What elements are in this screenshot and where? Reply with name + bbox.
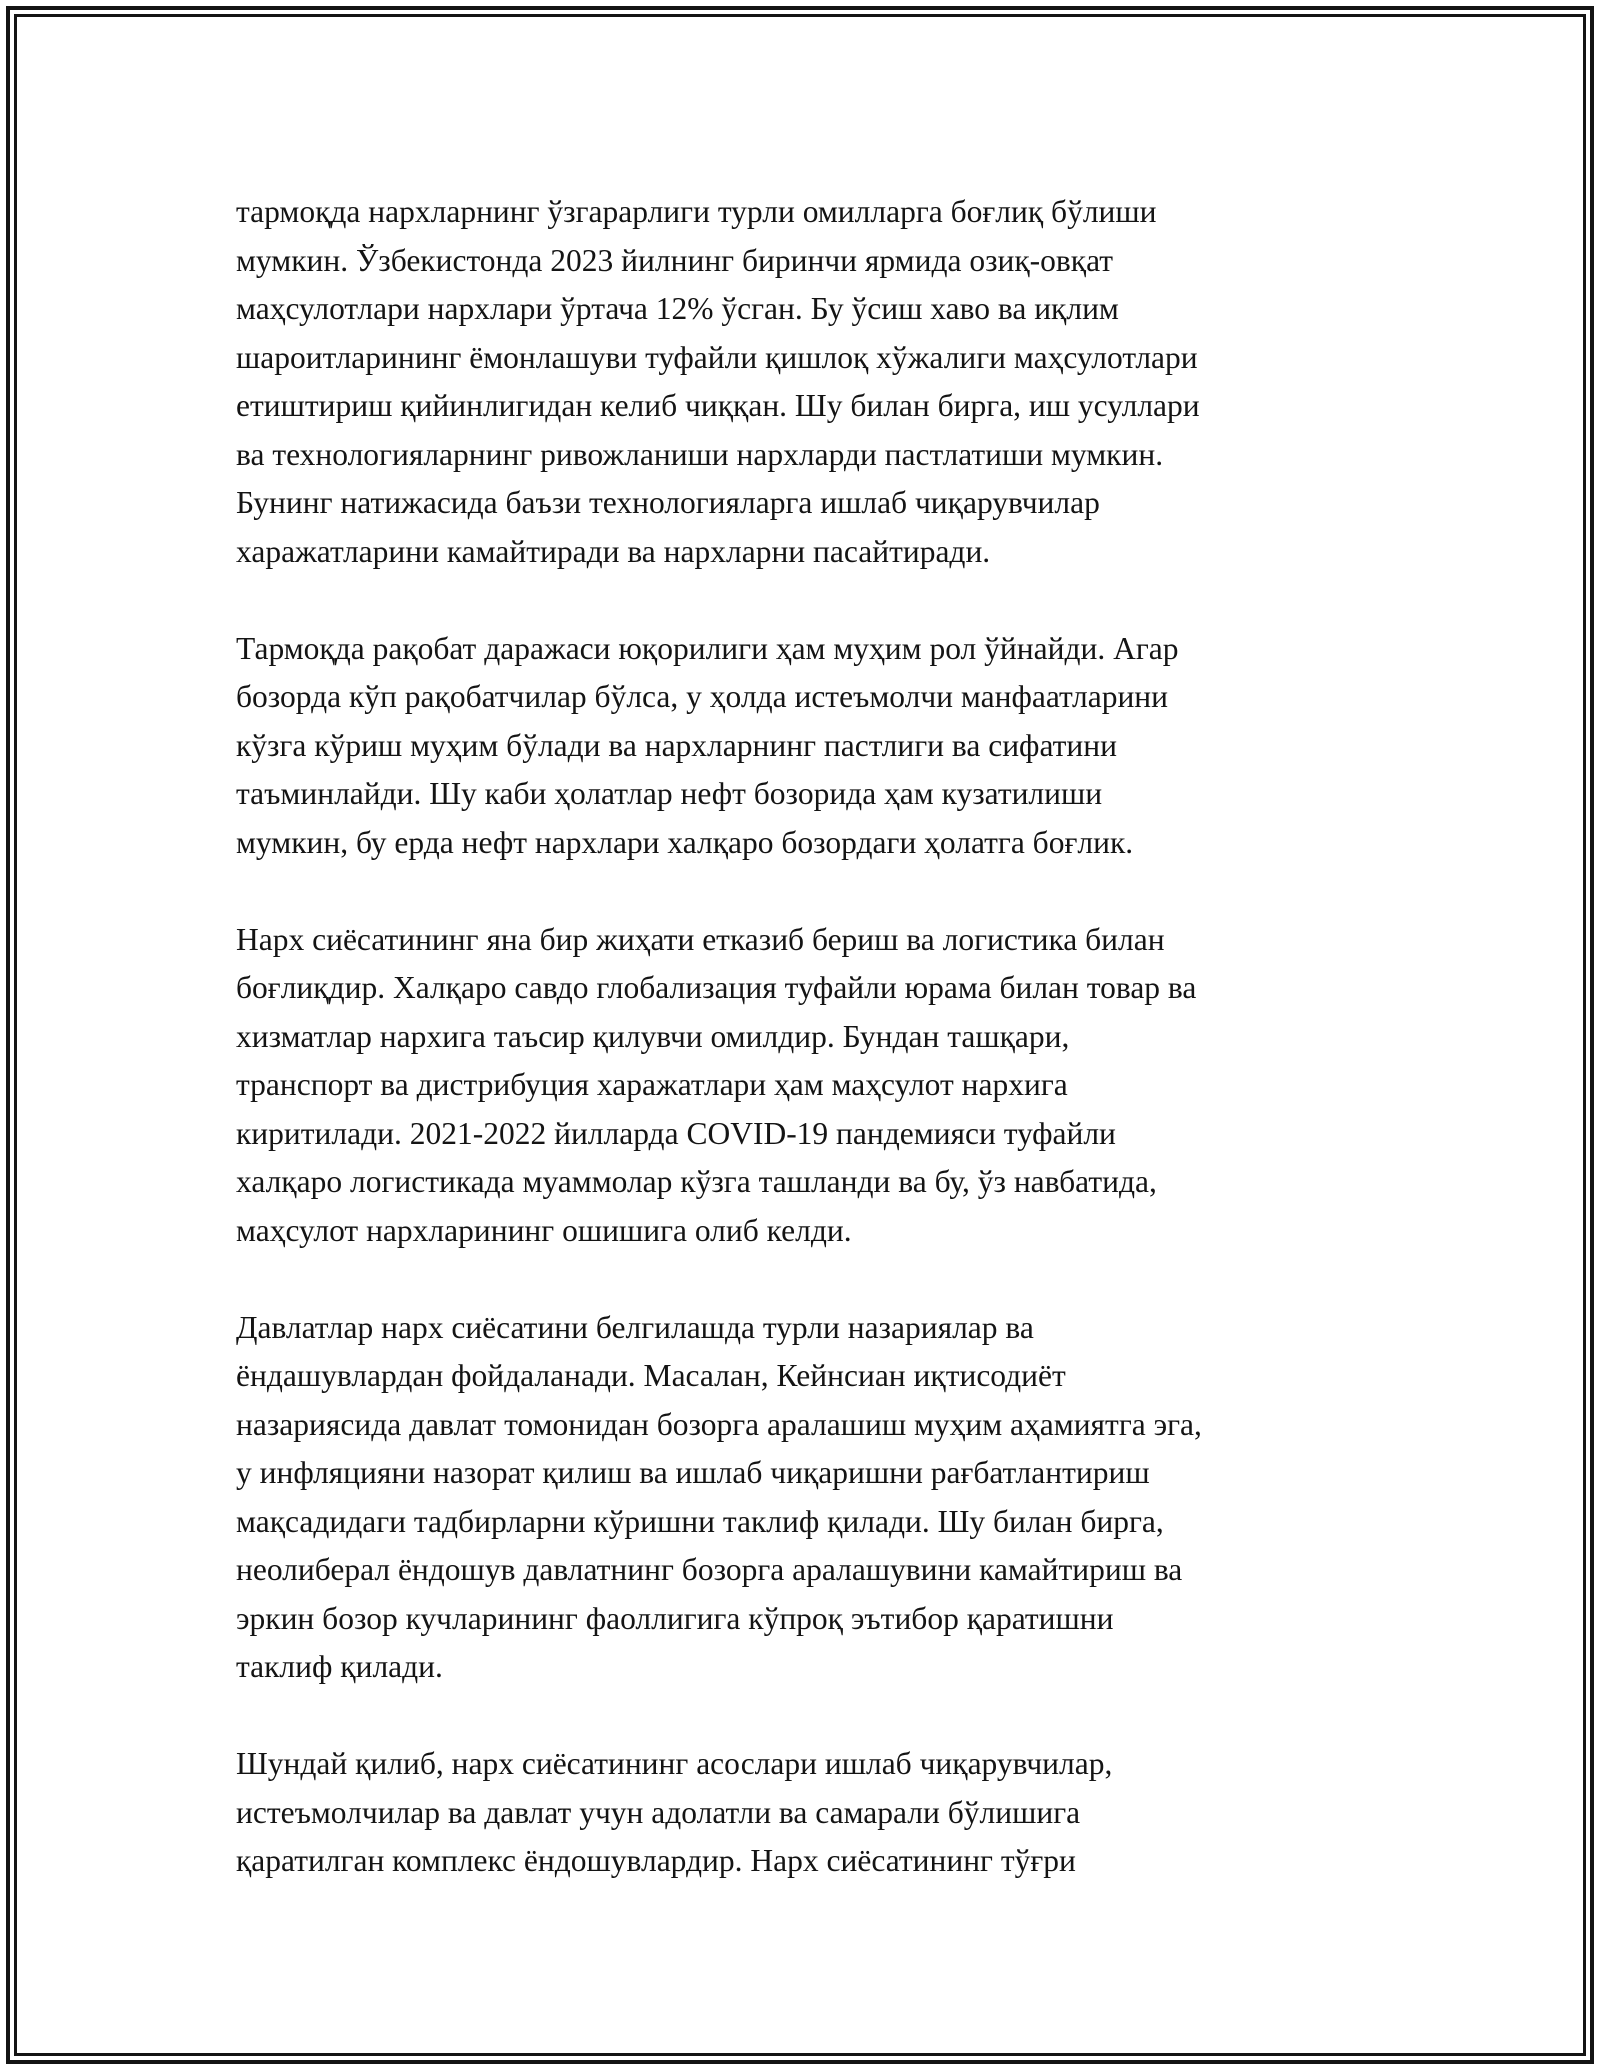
text-line: назариясида давлат томонидан бозорга аралашиш муҳим аҳамиятга эга,: [236, 1406, 1202, 1442]
text-line: Тармоқда рақобат даражаси юқорилиги ҳам муҳим рол ўйнайди. Агар: [236, 630, 1179, 666]
text-line: у инфляцияни назорат қилиш ва ишлаб чиқаришни рағбатлантириш: [236, 1455, 1150, 1490]
text-line: маҳсулот нархларининг ошишига олиб келди.: [236, 1212, 852, 1248]
text-line: маҳсулотлари нархлари ўртача 12% ўсган. Бу ўсиш хаво ва иқлим: [236, 291, 1119, 326]
text-line: транспорт ва дистрибуция харажатлари ҳам маҳсулот нархига: [236, 1067, 1068, 1102]
text-line: неолиберал ёндошув давлатнинг бозорга аралашувини камайтириш ва: [236, 1552, 1183, 1587]
text-line: мумкин. Ўзбекистонда 2023 йилнинг биринчи ярмида озиқ-овқат: [236, 242, 1114, 278]
text-line: ёндашувлардан фойдаланади. Масалан, Кейнсиан иқтисодиёт: [236, 1358, 1066, 1393]
text-line: қаратилган комплекс ёндошувлардир. Нарх сиёсатининг тўғри: [236, 1843, 1076, 1878]
text-line: ва технологияларнинг ривожланиши нархларди пастлатиши мумкин.: [236, 436, 1164, 472]
paragraph-spacer: [236, 867, 1386, 916]
paragraph-conclusion: [236, 1740, 1386, 1886]
text-line: истеъмолчилар ва давлат учун адолатли ва самарали бўлишига: [236, 1794, 1081, 1830]
text-line: хизматлар нархига таъсир қилувчи омилдир. Бундан ташқари,: [236, 1018, 1070, 1054]
text-line: таъминлайди. Шу каби ҳолатлар нефт бозорида ҳам кузатилиши: [236, 776, 1103, 811]
text-line: киритилади. 2021-2022 йилларда COVID-19 пандемияси туфайли: [236, 1115, 1116, 1151]
text-line: Давлатлар нарх сиёсатини белгилашда турли назариялар ва: [236, 1309, 1034, 1345]
text-line: халқаро логистикада муаммолар кўзга ташланди ва бу, ўз навбатида,: [236, 1164, 1157, 1199]
text-line: эркин бозор кучларининг фаоллигига кўпроқ эътибор қаратишни: [236, 1600, 1114, 1636]
text-line: етиштириш қийинлигидан келиб чиққан. Шу билан бирга, иш усуллари: [236, 388, 1200, 423]
text-line: харажатларини камайтиради ва нархларни пасайтиради.: [236, 533, 991, 569]
text-line: Шундай қилиб, нарх сиёсатининг асослари ишлаб чиқарувчилар,: [236, 1746, 1113, 1781]
paragraph-price-volatility: [236, 188, 1386, 576]
paragraph-competition: [236, 625, 1386, 868]
text-line: тармоқда нархларнинг ўзгарарлиги турли омилларга боғлиқ бўлиши: [236, 194, 1157, 229]
paragraph-logistics: [236, 916, 1386, 1256]
document-body: [236, 188, 1386, 1886]
text-line: шароитларининг ёмонлашуви туфайли қишлоқ хўжалиги маҳсулотлари: [236, 339, 1198, 375]
text-line: боғлиқдир. Халқаро савдо глобализация туфайли юрама билан товар ва: [236, 970, 1197, 1005]
paragraph-theories: [236, 1304, 1386, 1692]
text-line: Бунинг натижасида баъзи технологияларга ишлаб чиқарувчилар: [236, 485, 1100, 520]
text-line: мумкин, бу ерда нефт нархлари халқаро бозордаги ҳолатга боғлик.: [236, 824, 1134, 860]
text-line: мақсадидаги тадбирларни кўришни таклиф қилади. Шу билан бирга,: [236, 1503, 1164, 1539]
text-line: таклиф қилади.: [236, 1649, 443, 1684]
text-line: кўзга кўриш муҳим бўлади ва нархларнинг пастлиги ва сифатини: [236, 727, 1117, 763]
text-line: бозорда кўп рақобатчилар бўлса, у ҳолда истеъмолчи манфаатларини: [236, 679, 1169, 714]
text-line: Нарх сиёсатининг яна бир жиҳати етказиб бериш ва логистика билан: [236, 921, 1165, 957]
paragraph-spacer: [236, 1692, 1386, 1741]
paragraph-spacer: [236, 576, 1386, 625]
paragraph-spacer: [236, 1255, 1386, 1304]
